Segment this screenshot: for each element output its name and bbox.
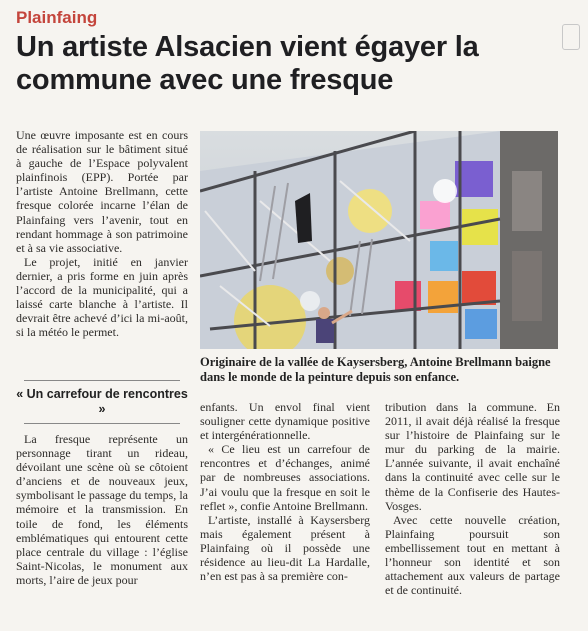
column-3 xyxy=(385,400,560,597)
headline: Un artiste Alsacien vient égayer la commune avec une fresque xyxy=(16,31,479,96)
mural-photo-illustration xyxy=(200,131,558,349)
photo-caption: Originaire de la vallée de Kaysersberg, Antoine Brellmann baigne dans le monde de la peinture depuis son enfance. xyxy=(200,355,551,384)
paragraph: Une œuvre imposante est en cours de réalisation sur le bâtiment situé à gauche de l’Espace polyvalent plainfinois (EPP). Portée par l’artiste Antoine Brellmann, cette fresque colorée incarne l’élan de Plainfaing vers l’avenir, tout en rendant hommage à son patrimoine et à sa vie associative. xyxy=(16,128,188,255)
subhead: « Un carrefour de rencontres » xyxy=(16,387,188,416)
subhead-box xyxy=(16,380,188,424)
mural-photo xyxy=(200,131,558,349)
paragraph: Avec cette nouvelle création, Plainfaing poursuit son embellissement tout en mettant à l’honneur son identité et son attachement aux valeurs de partage et de continuité. xyxy=(385,512,560,598)
divider xyxy=(24,423,180,424)
column-1-bottom xyxy=(16,432,188,587)
paragraph: tribution dans la commune. En 2011, il avait déjà réalisé la fresque sur l’histoire de Plainfaing sur le mur du parking de la mairie. L’année suivante, il avait enchaîné dans la continuité avec celle sur le thème de la Confiserie des Hautes-Vosges. xyxy=(385,400,560,513)
column-2 xyxy=(200,400,370,583)
column-1-top xyxy=(16,128,188,339)
paragraph: « Ce lieu est un carrefour de rencontres et d’échanges, animé par de nombreuses associations. J’ai voulu que la fresque en soit le reflet », confie Antoine Brellmann. xyxy=(200,442,370,513)
paragraph: enfants. Un envol final vient souligner cette dynamique positive et intergénérationnelle. xyxy=(200,400,370,443)
paragraph: Le projet, initié en janvier dernier, a pris forme en juin après l’accord de la municipalité, qui a laissé carte blanche à l’artiste. Il devrait être achevé d’ici la mi-août, si la météo le permet. xyxy=(16,254,188,340)
kicker-location: Plainfaing xyxy=(16,8,98,27)
paragraph: La fresque représente un personnage tirant un rideau, dévoilant une scène où se côtoient d’anciens et de nouveaux jeux, symbolisant le passage du temps, la mémoire et la transmission. En toile de fond, les éléments emblématiques qui entourent cette place centrale du village : l’église Saint-Nicolas, le monument aux morts, l’aire de jeux pour xyxy=(16,432,188,587)
paragraph: L’artiste, installé à Kaysersberg mais également présent à Plainfaing où il possède une résidence au lieu-dit La Hardalle, n’en est pas à sa première con- xyxy=(200,512,370,584)
